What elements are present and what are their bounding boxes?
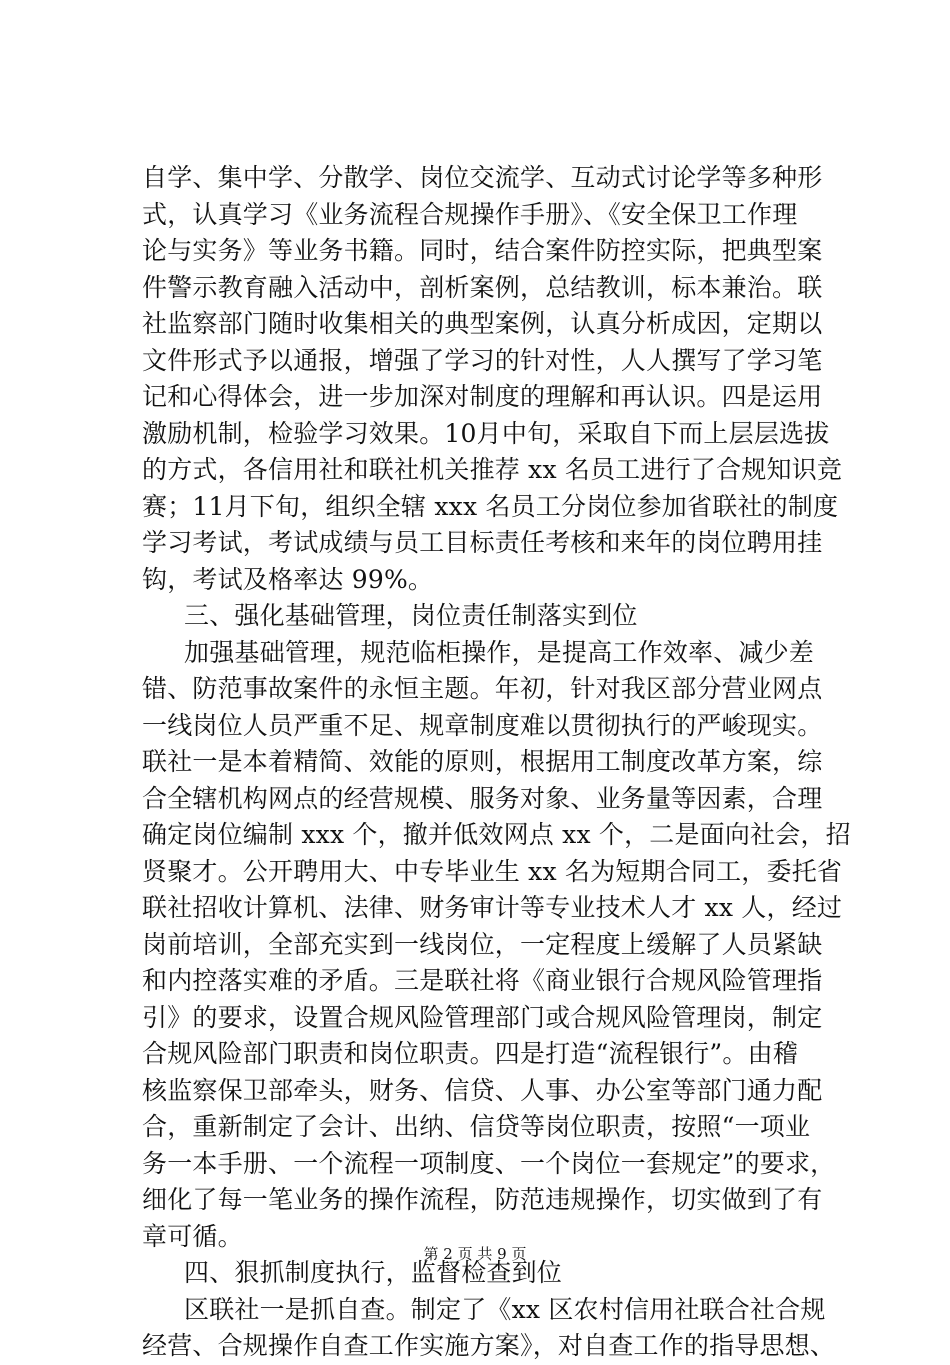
text-line: 自学、集中学、分散学、岗位交流学、互动式讨论学等多种形	[142, 163, 823, 192]
text-line: 合规风险部门职责和岗位职责。四是打造“流程银行”。由稽	[142, 1039, 798, 1068]
text-line: 区联社一是抓自查。制定了《xx 区农村信用社联合社合规	[184, 1294, 826, 1324]
text-line: 件警示教育融入活动中，剖析案例，总结教训，标本兼治。联	[142, 272, 823, 302]
text-line: 引》的要求，设置合规风险管理部门或合规风险管理岗，制定	[142, 1002, 823, 1032]
text-line: 贤聚才。公开聘用大、中专毕业生 xx 名为短期合同工，委托省	[142, 856, 843, 886]
text-line: 务一本手册、一个流程一项制度、一个岗位一套规定”的要求，	[142, 1148, 836, 1178]
text-line: 经营、合规操作自查工作实施方案》，对自查工作的指导思想、	[142, 1331, 836, 1360]
page-footer: 第 2 页 共 9 页	[423, 1245, 527, 1263]
text-line: 文件形式予以通报，增强了学习的针对性，人人撰写了学习笔	[142, 345, 823, 375]
text-line: 和内控落实难的矛盾。三是联社将《商业银行合规风险管理指	[142, 966, 823, 995]
text-line: 三、强化基础管理，岗位责任制落实到位	[184, 601, 638, 630]
text-line: 细化了每一笔业务的操作流程，防范违规操作，切实做到了有	[142, 1185, 823, 1214]
text-line: 岗前培训，全部充实到一线岗位，一定程度上缓解了人员紧缺	[142, 929, 823, 959]
text-line: 错、防范事故案件的永恒主题。年初，针对我区部分营业网点	[142, 674, 823, 703]
text-line: 激励机制，检验学习效果。10月中旬，采取自下而上层层选拔	[142, 418, 830, 448]
text-line: 论与实务》等业务书籍。同时，结合案件防控实际，把典型案	[142, 236, 823, 265]
text-line: 章可循。	[142, 1221, 243, 1251]
text-line: 联社一是本着精简、效能的原则，根据用工制度改革方案，综	[142, 747, 823, 776]
text-line: 记和心得体会，进一步加深对制度的理解和再认识。四是运用	[142, 382, 823, 411]
text-line: 式，认真学习《业务流程合规操作手册》、《安全保卫工作理	[142, 199, 798, 229]
text-line: 一线岗位人员严重不足、规章制度难以贯彻执行的严峻现实。	[142, 710, 823, 740]
text-line: 确定岗位编制 xxx 个，撤并低效网点 xx 个，二是面向社会，招	[142, 820, 851, 849]
text-line: 联社招收计算机、法律、财务审计等专业技术人才 xx 人，经过	[142, 893, 843, 922]
document-body	[142, 160, 854, 1365]
text-line: 学习考试，考试成绩与员工目标责任考核和来年的岗位聘用挂	[142, 528, 823, 557]
text-line: 合，重新制定了会计、出纳、信贷等岗位职责，按照“一项业	[142, 1112, 811, 1141]
text-line: 的方式，各信用社和联社机关推荐 xx 名员工进行了合规知识竞	[142, 455, 843, 484]
text-line: 钩，考试及格率达 99%。	[142, 564, 434, 594]
text-line: 核监察保卫部牵头，财务、信贷、人事、办公室等部门通力配	[142, 1075, 823, 1105]
text-line: 社监察部门随时收集相关的典型案例，认真分析成因，定期以	[142, 309, 823, 338]
text-line: 四、狠抓制度执行，监督检查到位	[184, 1258, 563, 1287]
text-line: 加强基础管理，规范临柜操作，是提高工作效率、减少差	[184, 637, 815, 667]
text-line: 合全辖机构网点的经营规模、服务对象、业务量等因素，合理	[142, 783, 823, 813]
text-line: 赛；11月下旬，组织全辖 xxx 名员工分岗位参加省联社的制度	[142, 491, 839, 521]
